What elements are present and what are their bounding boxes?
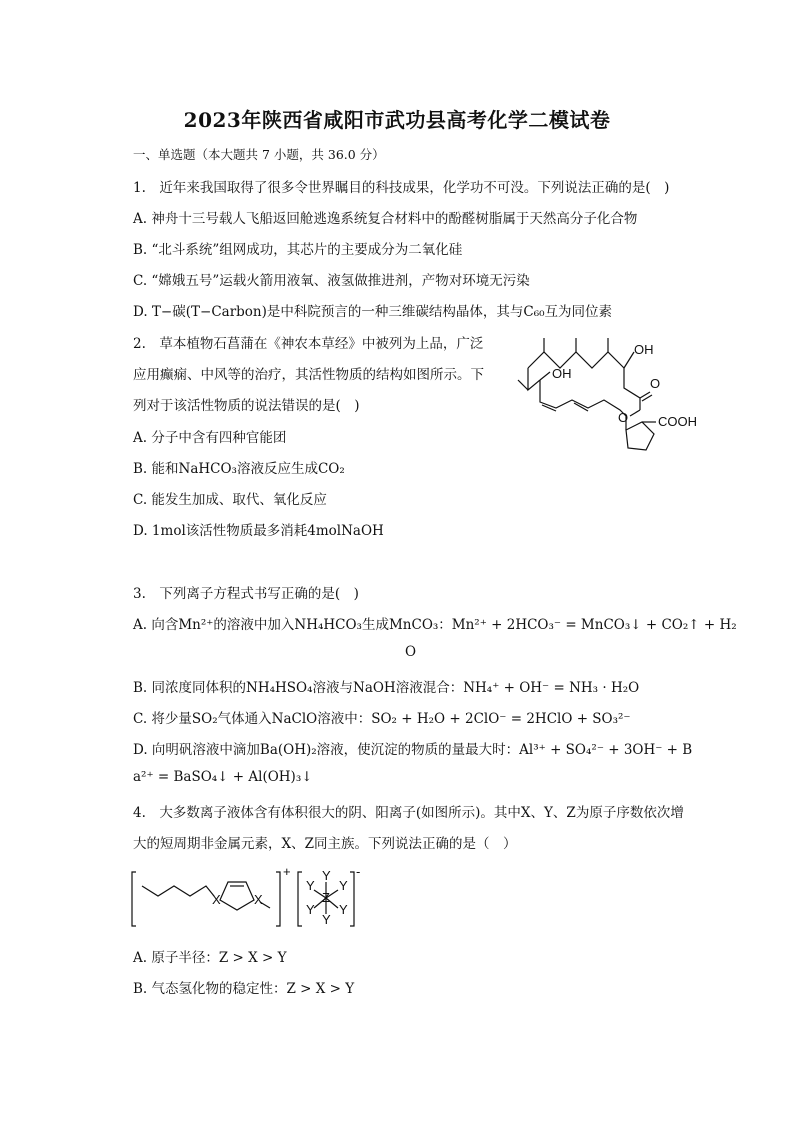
- q3-option-a: A. 向含Mn²⁺的溶液中加入NH₄HCO₃生成MnCO₃：Mn²⁺ + 2HCO₃⁻ = MnCO₃↓ + CO₂↑ + H₂: [133, 617, 737, 633]
- cooh-label: COOH: [658, 414, 697, 429]
- q2-stem-line1: 2. 草本植物石菖蒲在《神农本草经》中被列为上品，广泛: [133, 336, 484, 352]
- q2-option-b: B. 能和NaHCO₃溶液反应生成CO₂: [133, 461, 345, 477]
- z-label: Z: [322, 890, 330, 905]
- q2-option-c: C. 能发生加成、取代、氧化反应: [133, 492, 327, 508]
- q2-stem-line2: 应用癫痫、中风等的治疗，其活性物质的结构如图所示。下: [133, 367, 484, 383]
- q1-option-a: A. 神舟十三号载人飞船返回舱逃逸系统复合材料中的酚醛树脂属于天然高分子化合物: [133, 211, 638, 227]
- anion-charge: -: [356, 866, 361, 879]
- q2-structure-figure: [510, 330, 700, 460]
- q3-option-d-cont: a²⁺ = BaSO₄↓ + Al(OH)₃↓: [133, 769, 313, 785]
- carbonyl-o-label: O: [650, 376, 661, 391]
- y-label-bottom: Y: [322, 912, 331, 927]
- q1-option-c: C. “嫦娥五号”运载火箭用液氧、液氢做推进剂，产物对环境无污染: [133, 273, 530, 289]
- y-label-tl: Y: [306, 878, 315, 893]
- q4-option-b: B. 气态氢化物的稳定性：Z > X > Y: [133, 981, 355, 997]
- q3-option-b: B. 同浓度同体积的NH₄HSO₄溶液与NaOH溶液混合：NH₄⁺ + OH⁻ = NH₃ · H₂O: [133, 680, 640, 696]
- q3-stem: 3. 下列离子方程式书写正确的是( ): [133, 586, 359, 602]
- y-label-top: Y: [322, 868, 331, 883]
- q1-option-d: D. T−碳(T−Carbon)是中科院预言的一种三维碳结构晶体，其与C₆₀互为同位素: [133, 304, 613, 320]
- cation-charge: +: [283, 866, 291, 879]
- oh-label-left: OH: [552, 366, 572, 381]
- q2-option-d: D. 1mol该活性物质最多消耗4molNaOH: [133, 523, 384, 539]
- q1-option-b: B. “北斗系统”组网成功，其芯片的主要成分为二氧化硅: [133, 242, 463, 258]
- q4-option-a: A. 原子半径：Z > X > Y: [133, 950, 287, 966]
- q4-ion-figure: [128, 866, 368, 932]
- exam-title: 2023年陕西省咸阳市武功县高考化学二模试卷: [183, 108, 611, 132]
- ionic-liquid-structure: [128, 866, 368, 932]
- q3-option-a-cont: O: [405, 644, 417, 660]
- q1-stem: 1. 近年来我国取得了很多令世界瞩目的科技成果，化学功不可没。下列说法正确的是( ): [133, 180, 670, 196]
- y-label-bl: Y: [306, 902, 315, 917]
- x-label-left: X: [212, 892, 221, 907]
- q2-option-a: A. 分子中含有四种官能团: [133, 430, 287, 446]
- q4-stem-line2: 大的短周期非金属元素，X、Z同主族。下列说法正确的是（ ）: [133, 836, 517, 852]
- y-label-tr: Y: [339, 878, 348, 893]
- q2-stem-line3: 列对于该活性物质的说法错误的是( ): [133, 398, 360, 414]
- macrolide-structure: [510, 330, 700, 460]
- y-label-br: Y: [339, 902, 348, 917]
- x-label-right: X: [254, 892, 263, 907]
- q3-option-c: C. 将少量SO₂气体通入NaClO溶液中：SO₂ + H₂O + 2ClO⁻ = 2HClO + SO₃²⁻: [133, 711, 631, 727]
- section-heading: 一、单选题（本大题共 7 小题，共 36.0 分）: [133, 147, 385, 162]
- q4-stem-line1: 4. 大多数离子液体含有体积很大的阴、阳离子(如图所示)。其中X、Y、Z为原子序数依次增: [133, 805, 684, 821]
- oh-label-right: OH: [634, 342, 654, 357]
- q3-option-d: D. 向明矾溶液中滴加Ba(OH)₂溶液，使沉淀的物质的量最大时：Al³⁺ + SO₄²⁻ + 3OH⁻ + B: [133, 742, 693, 758]
- ester-o-label: O: [618, 410, 629, 425]
